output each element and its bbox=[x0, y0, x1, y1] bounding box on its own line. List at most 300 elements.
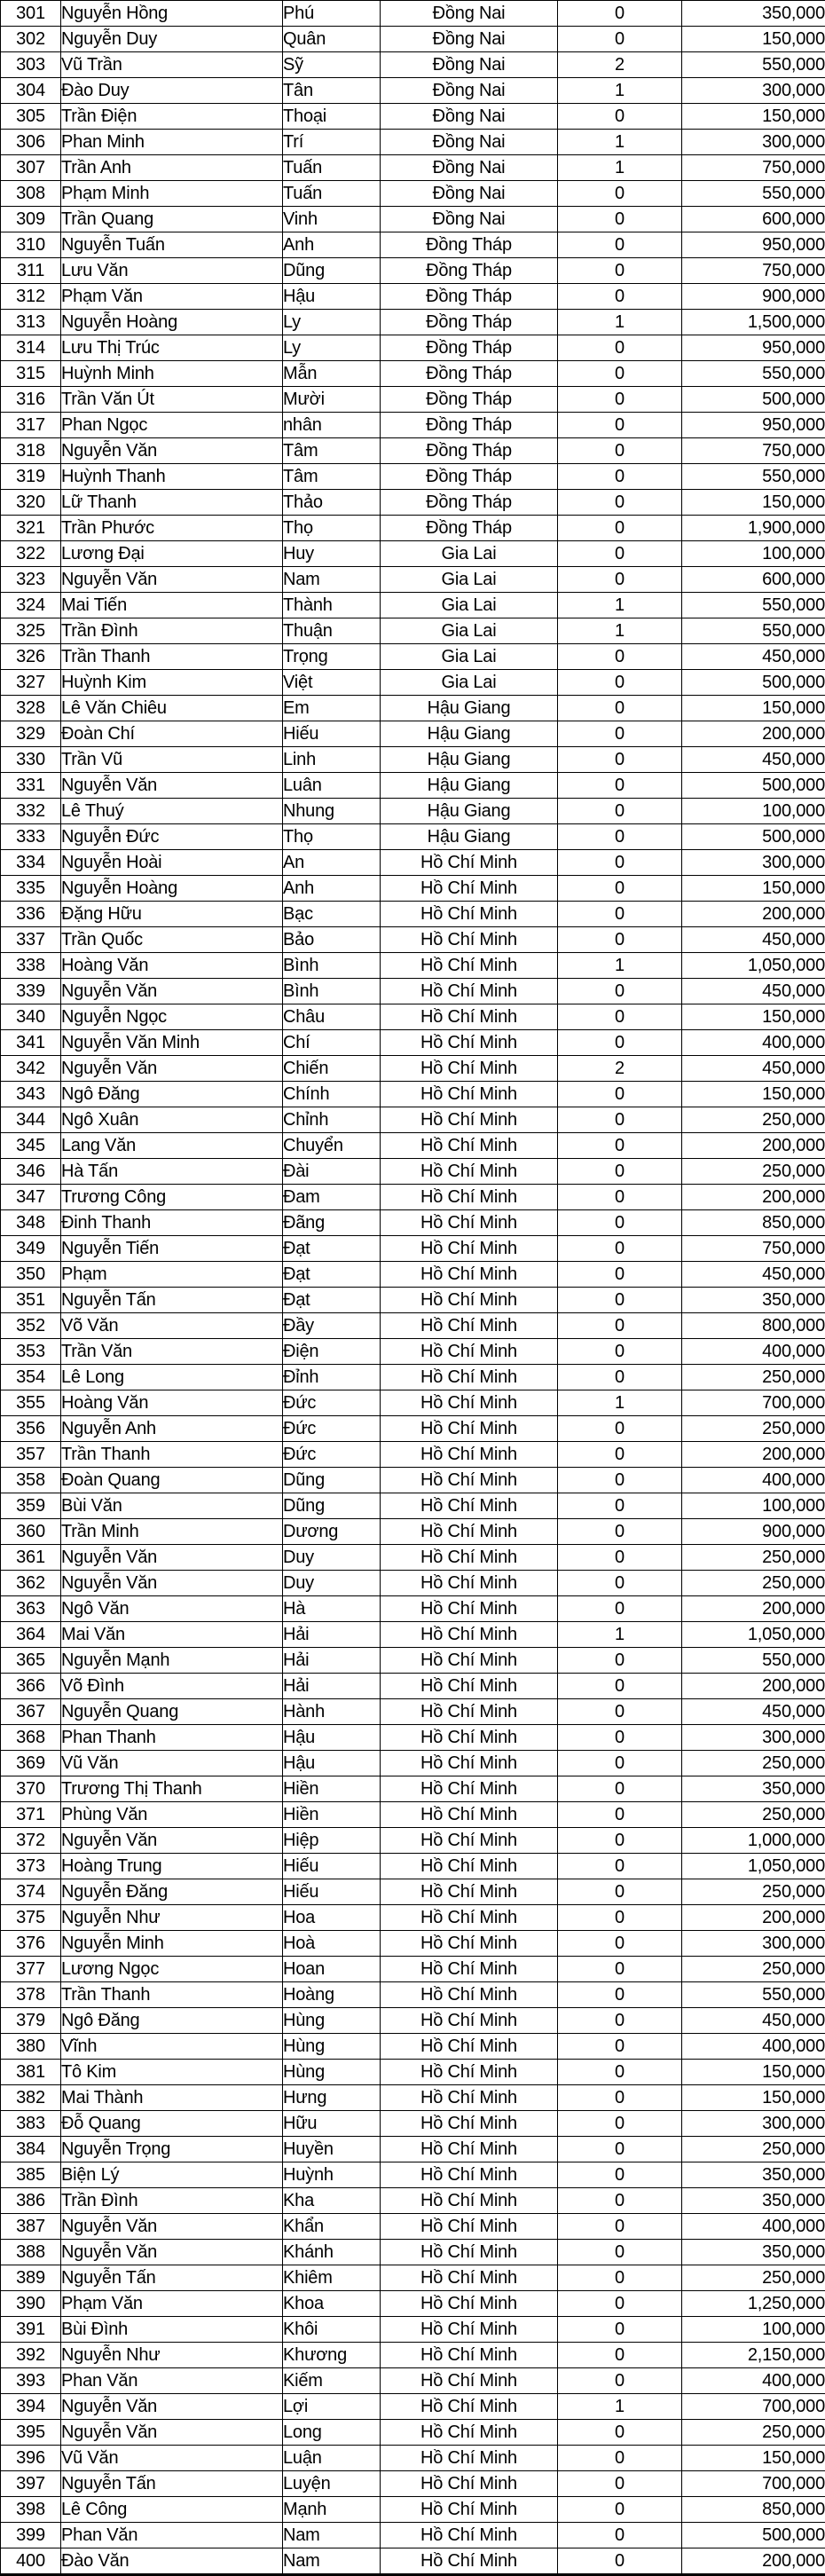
cell-amount[interactable]: 150,000 bbox=[682, 1082, 825, 1107]
cell-surname[interactable]: Nguyễn Văn bbox=[61, 773, 283, 799]
cell-count[interactable]: 0 bbox=[558, 1648, 682, 1674]
cell-amount[interactable]: 300,000 bbox=[682, 1931, 825, 1957]
cell-province[interactable]: Hậu Giang bbox=[381, 773, 558, 799]
cell-given-name[interactable]: Hà bbox=[283, 1596, 381, 1622]
cell-given-name[interactable]: Bảo bbox=[283, 927, 381, 953]
cell-row-number[interactable]: 304 bbox=[1, 78, 61, 104]
cell-province[interactable]: Hồ Chí Minh bbox=[381, 2265, 558, 2291]
cell-given-name[interactable]: Hiền bbox=[283, 1776, 381, 1802]
cell-surname[interactable]: Phạm Minh bbox=[61, 181, 283, 207]
cell-count[interactable]: 0 bbox=[558, 2111, 682, 2137]
cell-amount[interactable]: 250,000 bbox=[682, 2420, 825, 2446]
cell-province[interactable]: Đồng Nai bbox=[381, 52, 558, 78]
cell-count[interactable]: 0 bbox=[558, 2523, 682, 2548]
cell-province[interactable]: Đồng Tháp bbox=[381, 258, 558, 284]
cell-count[interactable]: 0 bbox=[558, 335, 682, 361]
cell-row-number[interactable]: 312 bbox=[1, 284, 61, 310]
cell-row-number[interactable]: 318 bbox=[1, 438, 61, 464]
cell-province[interactable]: Đồng Nai bbox=[381, 1, 558, 27]
cell-province[interactable]: Hồ Chí Minh bbox=[381, 1416, 558, 1442]
cell-count[interactable]: 0 bbox=[558, 567, 682, 593]
cell-count[interactable]: 0 bbox=[558, 2008, 682, 2034]
cell-surname[interactable]: Nguyễn Văn bbox=[61, 1545, 283, 1571]
cell-surname[interactable]: Lữ Thanh bbox=[61, 490, 283, 516]
cell-amount[interactable]: 300,000 bbox=[682, 130, 825, 155]
cell-surname[interactable]: Nguyễn Văn bbox=[61, 2214, 283, 2240]
cell-province[interactable]: Đồng Nai bbox=[381, 207, 558, 232]
cell-amount[interactable]: 750,000 bbox=[682, 155, 825, 181]
cell-given-name[interactable]: Duy bbox=[283, 1545, 381, 1571]
cell-given-name[interactable]: Hoa bbox=[283, 1905, 381, 1931]
cell-province[interactable]: Đồng Tháp bbox=[381, 387, 558, 413]
cell-row-number[interactable]: 320 bbox=[1, 490, 61, 516]
cell-row-number[interactable]: 341 bbox=[1, 1030, 61, 1056]
cell-amount[interactable]: 300,000 bbox=[682, 850, 825, 876]
cell-amount[interactable]: 250,000 bbox=[682, 1365, 825, 1390]
cell-amount[interactable]: 1,250,000 bbox=[682, 2291, 825, 2317]
cell-row-number[interactable]: 339 bbox=[1, 979, 61, 1004]
cell-amount[interactable]: 1,050,000 bbox=[682, 1622, 825, 1648]
cell-count[interactable]: 0 bbox=[558, 1493, 682, 1519]
cell-row-number[interactable]: 326 bbox=[1, 644, 61, 670]
cell-province[interactable]: Đồng Nai bbox=[381, 27, 558, 52]
cell-given-name[interactable]: Luận bbox=[283, 2446, 381, 2471]
cell-province[interactable]: Hồ Chí Minh bbox=[381, 2162, 558, 2188]
cell-province[interactable]: Hồ Chí Minh bbox=[381, 2111, 558, 2137]
cell-given-name[interactable]: Châu bbox=[283, 1004, 381, 1030]
cell-province[interactable]: Hồ Chí Minh bbox=[381, 1751, 558, 1776]
cell-row-number[interactable]: 334 bbox=[1, 850, 61, 876]
cell-row-number[interactable]: 385 bbox=[1, 2162, 61, 2188]
cell-count[interactable]: 0 bbox=[558, 2368, 682, 2394]
cell-given-name[interactable]: Thọ bbox=[283, 824, 381, 850]
cell-given-name[interactable]: Đãng bbox=[283, 1210, 381, 1236]
cell-given-name[interactable]: Thuận bbox=[283, 618, 381, 644]
cell-province[interactable]: Hồ Chí Minh bbox=[381, 2343, 558, 2368]
cell-amount[interactable]: 350,000 bbox=[682, 1288, 825, 1313]
cell-given-name[interactable]: Tân bbox=[283, 78, 381, 104]
cell-row-number[interactable]: 345 bbox=[1, 1133, 61, 1159]
cell-surname[interactable]: Lê Long bbox=[61, 1365, 283, 1390]
cell-surname[interactable]: Hà Tấn bbox=[61, 1159, 283, 1185]
cell-given-name[interactable]: Khẩn bbox=[283, 2214, 381, 2240]
cell-row-number[interactable]: 314 bbox=[1, 335, 61, 361]
cell-count[interactable]: 1 bbox=[558, 310, 682, 335]
cell-row-number[interactable]: 342 bbox=[1, 1056, 61, 1082]
cell-given-name[interactable]: An bbox=[283, 850, 381, 876]
cell-amount[interactable]: 450,000 bbox=[682, 1699, 825, 1725]
cell-province[interactable]: Hồ Chí Minh bbox=[381, 2446, 558, 2471]
cell-row-number[interactable]: 391 bbox=[1, 2317, 61, 2343]
cell-row-number[interactable]: 350 bbox=[1, 1262, 61, 1288]
cell-amount[interactable]: 200,000 bbox=[682, 902, 825, 927]
cell-row-number[interactable]: 384 bbox=[1, 2137, 61, 2162]
cell-count[interactable]: 0 bbox=[558, 1699, 682, 1725]
cell-given-name[interactable]: Điện bbox=[283, 1339, 381, 1365]
cell-surname[interactable]: Huỳnh Kim bbox=[61, 670, 283, 696]
cell-amount[interactable]: 250,000 bbox=[682, 1751, 825, 1776]
cell-surname[interactable]: Phạm Văn bbox=[61, 2291, 283, 2317]
cell-count[interactable]: 0 bbox=[558, 824, 682, 850]
cell-count[interactable]: 0 bbox=[558, 1828, 682, 1854]
cell-given-name[interactable]: Thoại bbox=[283, 104, 381, 130]
cell-given-name[interactable]: Hiền bbox=[283, 1802, 381, 1828]
cell-surname[interactable]: Mai Tiến bbox=[61, 593, 283, 618]
cell-surname[interactable]: Trần Văn Út bbox=[61, 387, 283, 413]
cell-count[interactable]: 0 bbox=[558, 876, 682, 902]
cell-given-name[interactable]: Dũng bbox=[283, 1493, 381, 1519]
cell-amount[interactable]: 550,000 bbox=[682, 593, 825, 618]
cell-surname[interactable]: Huỳnh Minh bbox=[61, 361, 283, 387]
cell-province[interactable]: Hồ Chí Minh bbox=[381, 2548, 558, 2575]
cell-row-number[interactable]: 327 bbox=[1, 670, 61, 696]
cell-province[interactable]: Hồ Chí Minh bbox=[381, 2034, 558, 2060]
cell-surname[interactable]: Biện Lý bbox=[61, 2162, 283, 2188]
cell-province[interactable]: Đồng Tháp bbox=[381, 310, 558, 335]
cell-row-number[interactable]: 323 bbox=[1, 567, 61, 593]
cell-row-number[interactable]: 325 bbox=[1, 618, 61, 644]
cell-amount[interactable]: 550,000 bbox=[682, 618, 825, 644]
cell-count[interactable]: 0 bbox=[558, 1262, 682, 1288]
cell-count[interactable]: 0 bbox=[558, 1802, 682, 1828]
cell-province[interactable]: Hồ Chí Minh bbox=[381, 2085, 558, 2111]
cell-amount[interactable]: 750,000 bbox=[682, 1236, 825, 1262]
cell-amount[interactable]: 450,000 bbox=[682, 2008, 825, 2034]
cell-given-name[interactable]: Hiếu bbox=[283, 1854, 381, 1879]
cell-amount[interactable]: 250,000 bbox=[682, 1571, 825, 1596]
cell-given-name[interactable]: Hiếu bbox=[283, 1879, 381, 1905]
cell-row-number[interactable]: 395 bbox=[1, 2420, 61, 2446]
cell-given-name[interactable]: Hoàng bbox=[283, 1982, 381, 2008]
cell-count[interactable]: 0 bbox=[558, 2034, 682, 2060]
cell-row-number[interactable]: 362 bbox=[1, 1571, 61, 1596]
cell-count[interactable]: 0 bbox=[558, 799, 682, 824]
cell-count[interactable]: 0 bbox=[558, 1, 682, 27]
cell-row-number[interactable]: 365 bbox=[1, 1648, 61, 1674]
cell-count[interactable]: 0 bbox=[558, 438, 682, 464]
cell-amount[interactable]: 450,000 bbox=[682, 927, 825, 953]
cell-count[interactable]: 0 bbox=[558, 644, 682, 670]
cell-given-name[interactable]: Hữu bbox=[283, 2111, 381, 2137]
cell-province[interactable]: Hồ Chí Minh bbox=[381, 2317, 558, 2343]
cell-count[interactable]: 0 bbox=[558, 979, 682, 1004]
cell-count[interactable]: 0 bbox=[558, 2240, 682, 2265]
cell-surname[interactable]: Lương Ngọc bbox=[61, 1957, 283, 1982]
cell-province[interactable]: Hồ Chí Minh bbox=[381, 2188, 558, 2214]
cell-row-number[interactable]: 343 bbox=[1, 1082, 61, 1107]
cell-amount[interactable]: 250,000 bbox=[682, 1159, 825, 1185]
cell-amount[interactable]: 100,000 bbox=[682, 2317, 825, 2343]
cell-amount[interactable]: 1,050,000 bbox=[682, 953, 825, 979]
cell-count[interactable]: 0 bbox=[558, 1107, 682, 1133]
cell-amount[interactable]: 200,000 bbox=[682, 721, 825, 747]
cell-province[interactable]: Hồ Chí Minh bbox=[381, 1622, 558, 1648]
cell-given-name[interactable]: Thảo bbox=[283, 490, 381, 516]
cell-surname[interactable]: Hoàng Văn bbox=[61, 953, 283, 979]
cell-given-name[interactable]: Quân bbox=[283, 27, 381, 52]
cell-amount[interactable]: 800,000 bbox=[682, 1313, 825, 1339]
cell-amount[interactable]: 250,000 bbox=[682, 2137, 825, 2162]
cell-province[interactable]: Hồ Chí Minh bbox=[381, 1004, 558, 1030]
cell-row-number[interactable]: 346 bbox=[1, 1159, 61, 1185]
cell-surname[interactable]: Nguyễn Hoàng bbox=[61, 876, 283, 902]
cell-surname[interactable]: Vũ Văn bbox=[61, 2446, 283, 2471]
cell-given-name[interactable]: Huỳnh bbox=[283, 2162, 381, 2188]
cell-province[interactable]: Hậu Giang bbox=[381, 824, 558, 850]
cell-count[interactable]: 0 bbox=[558, 773, 682, 799]
cell-province[interactable]: Hồ Chí Minh bbox=[381, 2060, 558, 2085]
cell-given-name[interactable]: Khoa bbox=[283, 2291, 381, 2317]
cell-province[interactable]: Hồ Chí Minh bbox=[381, 1288, 558, 1313]
cell-amount[interactable]: 600,000 bbox=[682, 207, 825, 232]
cell-count[interactable]: 1 bbox=[558, 130, 682, 155]
cell-count[interactable]: 0 bbox=[558, 464, 682, 490]
cell-amount[interactable]: 550,000 bbox=[682, 361, 825, 387]
cell-count[interactable]: 0 bbox=[558, 1725, 682, 1751]
cell-row-number[interactable]: 344 bbox=[1, 1107, 61, 1133]
cell-surname[interactable]: Nguyễn Anh bbox=[61, 1416, 283, 1442]
cell-count[interactable]: 0 bbox=[558, 2188, 682, 2214]
cell-count[interactable]: 0 bbox=[558, 1879, 682, 1905]
cell-amount[interactable]: 500,000 bbox=[682, 387, 825, 413]
cell-row-number[interactable]: 371 bbox=[1, 1802, 61, 1828]
cell-count[interactable]: 1 bbox=[558, 1622, 682, 1648]
cell-province[interactable]: Hồ Chí Minh bbox=[381, 1982, 558, 2008]
cell-surname[interactable]: Nguyễn Đăng bbox=[61, 1879, 283, 1905]
cell-given-name[interactable]: Nam bbox=[283, 2548, 381, 2575]
cell-surname[interactable]: Phan Minh bbox=[61, 130, 283, 155]
cell-province[interactable]: Đồng Tháp bbox=[381, 490, 558, 516]
cell-given-name[interactable]: Bạc bbox=[283, 902, 381, 927]
cell-province[interactable]: Gia Lai bbox=[381, 644, 558, 670]
cell-row-number[interactable]: 360 bbox=[1, 1519, 61, 1545]
cell-amount[interactable]: 150,000 bbox=[682, 696, 825, 721]
cell-given-name[interactable]: nhân bbox=[283, 413, 381, 438]
cell-count[interactable]: 1 bbox=[558, 155, 682, 181]
cell-surname[interactable]: Nguyễn Duy bbox=[61, 27, 283, 52]
cell-given-name[interactable]: Khôi bbox=[283, 2317, 381, 2343]
cell-row-number[interactable]: 319 bbox=[1, 464, 61, 490]
cell-surname[interactable]: Vĩnh bbox=[61, 2034, 283, 2060]
cell-province[interactable]: Hồ Chí Minh bbox=[381, 1776, 558, 1802]
cell-surname[interactable]: Trương Thị Thanh bbox=[61, 1776, 283, 1802]
cell-count[interactable]: 0 bbox=[558, 2343, 682, 2368]
cell-row-number[interactable]: 306 bbox=[1, 130, 61, 155]
cell-row-number[interactable]: 398 bbox=[1, 2497, 61, 2523]
cell-given-name[interactable]: Chuyển bbox=[283, 1133, 381, 1159]
cell-amount[interactable]: 950,000 bbox=[682, 232, 825, 258]
cell-row-number[interactable]: 378 bbox=[1, 1982, 61, 2008]
cell-surname[interactable]: Trương Công bbox=[61, 1185, 283, 1210]
cell-count[interactable]: 0 bbox=[558, 1185, 682, 1210]
cell-surname[interactable]: Bùi Đình bbox=[61, 2317, 283, 2343]
cell-given-name[interactable]: Dũng bbox=[283, 1468, 381, 1493]
cell-province[interactable]: Đồng Tháp bbox=[381, 284, 558, 310]
cell-province[interactable]: Hồ Chí Minh bbox=[381, 927, 558, 953]
cell-surname[interactable]: Trần Quốc bbox=[61, 927, 283, 953]
cell-amount[interactable]: 250,000 bbox=[682, 2265, 825, 2291]
cell-count[interactable]: 0 bbox=[558, 670, 682, 696]
cell-given-name[interactable]: Bình bbox=[283, 979, 381, 1004]
cell-province[interactable]: Hồ Chí Minh bbox=[381, 979, 558, 1004]
cell-count[interactable]: 0 bbox=[558, 2265, 682, 2291]
cell-count[interactable]: 0 bbox=[558, 2497, 682, 2523]
cell-surname[interactable]: Mai Văn bbox=[61, 1622, 283, 1648]
cell-row-number[interactable]: 379 bbox=[1, 2008, 61, 2034]
cell-province[interactable]: Hồ Chí Minh bbox=[381, 902, 558, 927]
cell-given-name[interactable]: Hậu bbox=[283, 1725, 381, 1751]
cell-given-name[interactable]: Anh bbox=[283, 232, 381, 258]
cell-row-number[interactable]: 353 bbox=[1, 1339, 61, 1365]
cell-surname[interactable]: Nguyễn Tiến bbox=[61, 1236, 283, 1262]
cell-surname[interactable]: Nguyễn Như bbox=[61, 2343, 283, 2368]
cell-surname[interactable]: Nguyễn Tấn bbox=[61, 1288, 283, 1313]
cell-surname[interactable]: Trần Anh bbox=[61, 155, 283, 181]
cell-count[interactable]: 0 bbox=[558, 232, 682, 258]
cell-count[interactable]: 0 bbox=[558, 541, 682, 567]
cell-row-number[interactable]: 321 bbox=[1, 516, 61, 541]
cell-row-number[interactable]: 331 bbox=[1, 773, 61, 799]
cell-given-name[interactable]: Hoà bbox=[283, 1931, 381, 1957]
cell-count[interactable]: 0 bbox=[558, 1674, 682, 1699]
cell-count[interactable]: 0 bbox=[558, 387, 682, 413]
cell-surname[interactable]: Trần Thanh bbox=[61, 644, 283, 670]
cell-amount[interactable]: 150,000 bbox=[682, 1004, 825, 1030]
cell-row-number[interactable]: 309 bbox=[1, 207, 61, 232]
cell-row-number[interactable]: 370 bbox=[1, 1776, 61, 1802]
cell-count[interactable]: 0 bbox=[558, 696, 682, 721]
cell-given-name[interactable]: Hải bbox=[283, 1622, 381, 1648]
cell-row-number[interactable]: 399 bbox=[1, 2523, 61, 2548]
cell-province[interactable]: Đồng Tháp bbox=[381, 335, 558, 361]
cell-row-number[interactable]: 315 bbox=[1, 361, 61, 387]
cell-amount[interactable]: 700,000 bbox=[682, 2471, 825, 2497]
cell-province[interactable]: Đồng Nai bbox=[381, 130, 558, 155]
cell-province[interactable]: Hồ Chí Minh bbox=[381, 1571, 558, 1596]
cell-surname[interactable]: Trần Minh bbox=[61, 1519, 283, 1545]
cell-surname[interactable]: Lương Đại bbox=[61, 541, 283, 567]
cell-row-number[interactable]: 322 bbox=[1, 541, 61, 567]
cell-amount[interactable]: 600,000 bbox=[682, 567, 825, 593]
cell-given-name[interactable]: Việt bbox=[283, 670, 381, 696]
cell-amount[interactable]: 150,000 bbox=[682, 2060, 825, 2085]
cell-amount[interactable]: 250,000 bbox=[682, 1879, 825, 1905]
cell-surname[interactable]: Nguyễn Tấn bbox=[61, 2265, 283, 2291]
cell-amount[interactable]: 400,000 bbox=[682, 1468, 825, 1493]
cell-surname[interactable]: Lưu Văn bbox=[61, 258, 283, 284]
cell-row-number[interactable]: 368 bbox=[1, 1725, 61, 1751]
cell-row-number[interactable]: 377 bbox=[1, 1957, 61, 1982]
cell-given-name[interactable]: Đức bbox=[283, 1390, 381, 1416]
cell-row-number[interactable]: 316 bbox=[1, 387, 61, 413]
cell-amount[interactable]: 450,000 bbox=[682, 644, 825, 670]
cell-surname[interactable]: Hoàng Văn bbox=[61, 1390, 283, 1416]
cell-province[interactable]: Hồ Chí Minh bbox=[381, 1159, 558, 1185]
cell-given-name[interactable]: Tâm bbox=[283, 464, 381, 490]
cell-given-name[interactable]: Thọ bbox=[283, 516, 381, 541]
cell-row-number[interactable]: 301 bbox=[1, 1, 61, 27]
cell-given-name[interactable]: Lợi bbox=[283, 2394, 381, 2420]
cell-given-name[interactable]: Ly bbox=[283, 310, 381, 335]
cell-province[interactable]: Hồ Chí Minh bbox=[381, 2214, 558, 2240]
cell-row-number[interactable]: 336 bbox=[1, 902, 61, 927]
cell-given-name[interactable]: Luyện bbox=[283, 2471, 381, 2497]
cell-province[interactable]: Hồ Chí Minh bbox=[381, 1648, 558, 1674]
cell-province[interactable]: Đồng Tháp bbox=[381, 464, 558, 490]
cell-count[interactable]: 0 bbox=[558, 1545, 682, 1571]
cell-count[interactable]: 0 bbox=[558, 1931, 682, 1957]
cell-province[interactable]: Hồ Chí Minh bbox=[381, 1365, 558, 1390]
cell-given-name[interactable]: Linh bbox=[283, 747, 381, 773]
cell-surname[interactable]: Đỗ Quang bbox=[61, 2111, 283, 2137]
cell-row-number[interactable]: 307 bbox=[1, 155, 61, 181]
cell-count[interactable]: 0 bbox=[558, 1442, 682, 1468]
cell-surname[interactable]: Đào Văn bbox=[61, 2548, 283, 2575]
cell-surname[interactable]: Ngô Xuân bbox=[61, 1107, 283, 1133]
cell-province[interactable]: Gia Lai bbox=[381, 593, 558, 618]
cell-amount[interactable]: 300,000 bbox=[682, 78, 825, 104]
cell-given-name[interactable]: Đam bbox=[283, 1185, 381, 1210]
cell-amount[interactable]: 200,000 bbox=[682, 2548, 825, 2575]
cell-province[interactable]: Hồ Chí Minh bbox=[381, 1339, 558, 1365]
cell-given-name[interactable]: Long bbox=[283, 2420, 381, 2446]
cell-given-name[interactable]: Hùng bbox=[283, 2008, 381, 2034]
cell-given-name[interactable]: Em bbox=[283, 696, 381, 721]
cell-province[interactable]: Hồ Chí Minh bbox=[381, 2240, 558, 2265]
cell-surname[interactable]: Nguyễn Văn bbox=[61, 438, 283, 464]
cell-row-number[interactable]: 328 bbox=[1, 696, 61, 721]
cell-surname[interactable]: Phan Văn bbox=[61, 2523, 283, 2548]
cell-province[interactable]: Gia Lai bbox=[381, 567, 558, 593]
cell-count[interactable]: 0 bbox=[558, 1571, 682, 1596]
cell-province[interactable]: Đồng Nai bbox=[381, 78, 558, 104]
cell-amount[interactable]: 200,000 bbox=[682, 1442, 825, 1468]
cell-given-name[interactable]: Hưng bbox=[283, 2085, 381, 2111]
cell-amount[interactable]: 250,000 bbox=[682, 1545, 825, 1571]
cell-given-name[interactable]: Hậu bbox=[283, 1751, 381, 1776]
cell-surname[interactable]: Vũ Văn bbox=[61, 1751, 283, 1776]
cell-amount[interactable]: 550,000 bbox=[682, 181, 825, 207]
cell-given-name[interactable]: Huyền bbox=[283, 2137, 381, 2162]
cell-count[interactable]: 0 bbox=[558, 490, 682, 516]
cell-given-name[interactable]: Bình bbox=[283, 953, 381, 979]
cell-given-name[interactable]: Khánh bbox=[283, 2240, 381, 2265]
cell-surname[interactable]: Nguyễn Quang bbox=[61, 1699, 283, 1725]
cell-province[interactable]: Hồ Chí Minh bbox=[381, 1674, 558, 1699]
cell-row-number[interactable]: 400 bbox=[1, 2548, 61, 2575]
cell-province[interactable]: Hồ Chí Minh bbox=[381, 1210, 558, 1236]
cell-count[interactable]: 0 bbox=[558, 2162, 682, 2188]
cell-amount[interactable]: 950,000 bbox=[682, 413, 825, 438]
cell-count[interactable]: 0 bbox=[558, 258, 682, 284]
cell-count[interactable]: 0 bbox=[558, 104, 682, 130]
cell-given-name[interactable]: Hiếu bbox=[283, 721, 381, 747]
cell-given-name[interactable]: Hiệp bbox=[283, 1828, 381, 1854]
cell-count[interactable]: 0 bbox=[558, 1030, 682, 1056]
cell-count[interactable]: 1 bbox=[558, 618, 682, 644]
cell-count[interactable]: 0 bbox=[558, 2085, 682, 2111]
cell-province[interactable]: Hồ Chí Minh bbox=[381, 1185, 558, 1210]
cell-province[interactable]: Hồ Chí Minh bbox=[381, 2394, 558, 2420]
cell-count[interactable]: 0 bbox=[558, 1339, 682, 1365]
cell-given-name[interactable]: Chỉnh bbox=[283, 1107, 381, 1133]
cell-province[interactable]: Hồ Chí Minh bbox=[381, 1699, 558, 1725]
cell-province[interactable]: Hồ Chí Minh bbox=[381, 876, 558, 902]
cell-province[interactable]: Đồng Tháp bbox=[381, 438, 558, 464]
cell-province[interactable]: Hồ Chí Minh bbox=[381, 1879, 558, 1905]
cell-row-number[interactable]: 335 bbox=[1, 876, 61, 902]
cell-surname[interactable]: Tô Kim bbox=[61, 2060, 283, 2085]
